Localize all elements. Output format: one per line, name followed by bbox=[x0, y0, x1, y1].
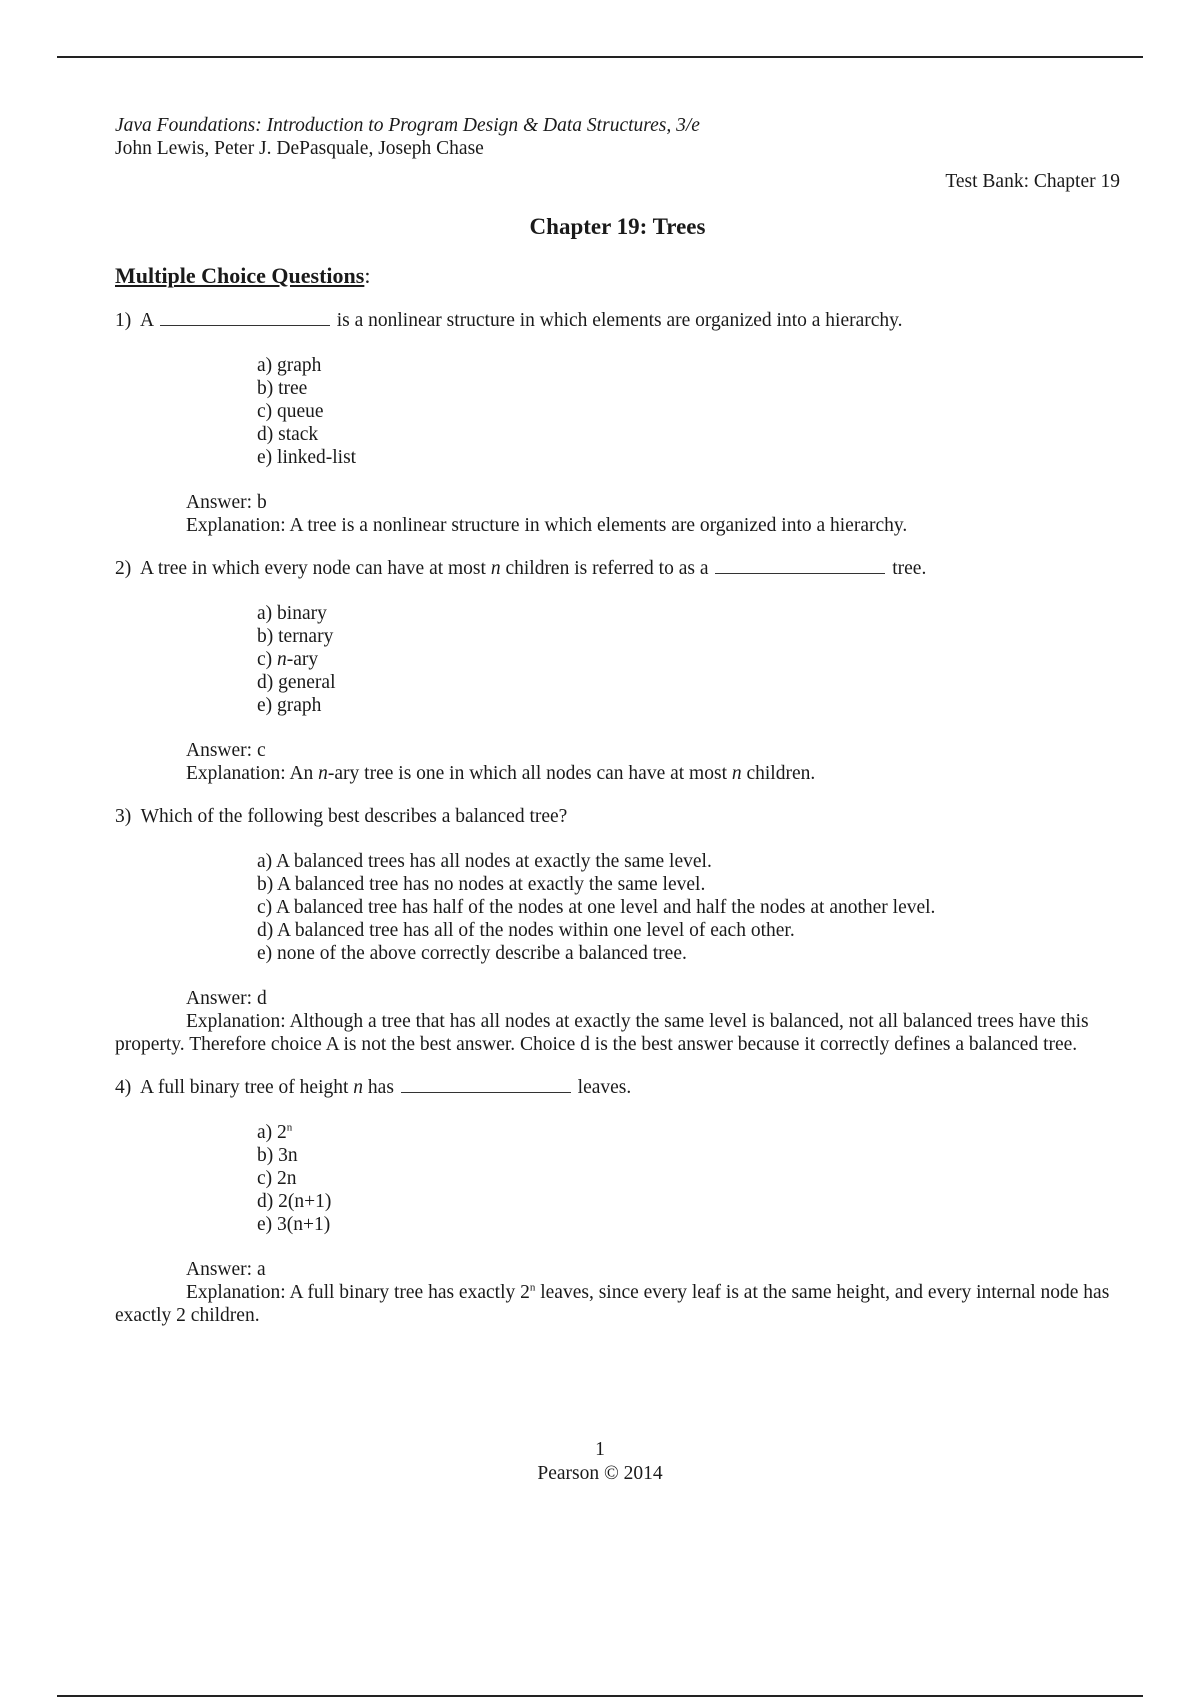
variable-n: n bbox=[318, 763, 328, 784]
answer: Answer: d bbox=[186, 988, 267, 1009]
explanation-part: children. bbox=[746, 763, 816, 784]
choice-item: a) A balanced trees has all nodes at exactly the same level. bbox=[257, 851, 712, 872]
question-text bbox=[115, 557, 1120, 580]
explanation bbox=[115, 762, 1120, 785]
fill-in-blank bbox=[401, 1078, 571, 1093]
answer: Answer: a bbox=[186, 1259, 266, 1280]
explanation-part: -ary tree is one in which all nodes can have at most bbox=[327, 763, 727, 784]
copyright: Pearson © 2014 bbox=[537, 1463, 663, 1484]
question-prefix: A tree in which every node can have at most bbox=[139, 558, 486, 579]
superscript-n: n bbox=[286, 1121, 293, 1134]
explanation-part: Explanation: An bbox=[186, 763, 314, 784]
answer-block bbox=[115, 987, 1120, 1056]
choice-letter: c) bbox=[257, 649, 273, 670]
page-number: 1 bbox=[595, 1439, 605, 1460]
question-suffix: is a nonlinear structure in which elements are organized into a hierarchy. bbox=[336, 310, 903, 331]
question-suffix: tree. bbox=[892, 558, 927, 579]
question-1 bbox=[115, 309, 1120, 537]
answer-block bbox=[115, 1258, 1120, 1327]
variable-n: n bbox=[277, 649, 287, 670]
choice-item: b) A balanced tree has no nodes at exactly the same level. bbox=[257, 874, 706, 895]
answer-block bbox=[115, 739, 1120, 785]
question-prefix-2: has bbox=[367, 1077, 394, 1098]
choice-item: c) A balanced tree has half of the nodes at one level and half the nodes at another level. bbox=[257, 897, 936, 918]
explanation-part: leaves, since every leaf is at the same height, and every internal node has exactly 2 children. bbox=[115, 1282, 1110, 1326]
choice-list bbox=[257, 354, 1120, 469]
question-text bbox=[115, 1076, 1120, 1099]
choice-list bbox=[257, 1121, 1120, 1236]
choice-item: d) 2(n+1) bbox=[257, 1191, 332, 1212]
bottom-rule bbox=[57, 1695, 1143, 1697]
fill-in-blank bbox=[160, 311, 330, 326]
choice-item: e) none of the above correctly describe a balanced tree. bbox=[257, 943, 687, 964]
answer: Answer: b bbox=[186, 492, 267, 513]
superscript-n: n bbox=[529, 1281, 536, 1294]
choice-item bbox=[257, 648, 1120, 671]
choice-item: d) general bbox=[257, 672, 336, 693]
choice-item: d) stack bbox=[257, 424, 319, 445]
question-number: 4) bbox=[115, 1077, 132, 1098]
explanation-part: Explanation: A full binary tree has exactly 2 bbox=[186, 1282, 530, 1303]
choice-suffix: -ary bbox=[286, 649, 319, 670]
choice-item: b) ternary bbox=[257, 626, 334, 647]
choice-item: b) tree bbox=[257, 378, 308, 399]
section-heading-colon: : bbox=[364, 263, 371, 288]
choice-text: a) 2 bbox=[257, 1122, 287, 1143]
chapter-title: Chapter 19: Trees bbox=[529, 214, 706, 239]
question-3 bbox=[115, 805, 1120, 1056]
question-text bbox=[115, 805, 1120, 828]
section-heading-text: Multiple Choice Questions bbox=[115, 263, 365, 288]
authors: John Lewis, Peter J. DePasquale, Joseph Chase bbox=[115, 138, 484, 159]
choice-item: a) graph bbox=[257, 355, 322, 376]
document-page bbox=[115, 114, 1120, 1327]
explanation: Explanation: A tree is a nonlinear structure in which elements are organized into a hierarchy. bbox=[186, 515, 908, 536]
book-title: Java Foundations: Introduction to Program Design & Data Structures, 3/e bbox=[115, 115, 700, 136]
page-footer bbox=[0, 1438, 1200, 1486]
question-prefix: A bbox=[139, 310, 153, 331]
choice-list bbox=[257, 850, 1120, 965]
top-rule bbox=[57, 56, 1143, 58]
question-prefix-2: children is referred to as a bbox=[505, 558, 709, 579]
choice-item bbox=[257, 1121, 1120, 1144]
choice-item: e) 3(n+1) bbox=[257, 1214, 331, 1235]
question-prefix: A full binary tree of height bbox=[139, 1077, 349, 1098]
choice-list bbox=[257, 602, 1120, 717]
variable-n: n bbox=[490, 558, 501, 579]
test-bank-label: Test Bank: Chapter 19 bbox=[945, 171, 1120, 192]
explanation: Explanation: Although a tree that has all nodes at exactly the same level is balanced, not all balanced trees have this property. Therefore choice A is not the best answer. Choice d is the best answer because it correctly defines a balanced tree. bbox=[115, 1011, 1089, 1055]
choice-item: d) A balanced tree has all of the nodes within one level of each other. bbox=[257, 920, 795, 941]
choice-item: c) 2n bbox=[257, 1168, 297, 1189]
fill-in-blank bbox=[715, 559, 885, 574]
choice-item: e) linked-list bbox=[257, 447, 357, 468]
variable-n: n bbox=[731, 763, 742, 784]
choice-item: a) binary bbox=[257, 603, 327, 624]
choice-item: c) queue bbox=[257, 401, 324, 422]
section-heading bbox=[115, 263, 1120, 289]
question-suffix: leaves. bbox=[577, 1077, 632, 1098]
question-text bbox=[115, 309, 1120, 332]
question-number: 3) bbox=[115, 806, 132, 827]
explanation bbox=[115, 1281, 1120, 1327]
choice-item: b) 3n bbox=[257, 1145, 298, 1166]
question-number: 1) bbox=[115, 310, 132, 331]
question-4 bbox=[115, 1076, 1120, 1327]
choice-item: e) graph bbox=[257, 695, 322, 716]
question-2 bbox=[115, 557, 1120, 785]
answer: Answer: c bbox=[186, 740, 266, 761]
question-body: Which of the following best describes a balanced tree? bbox=[140, 806, 568, 827]
question-number: 2) bbox=[115, 558, 132, 579]
answer-block bbox=[115, 491, 1120, 537]
variable-n: n bbox=[353, 1077, 364, 1098]
